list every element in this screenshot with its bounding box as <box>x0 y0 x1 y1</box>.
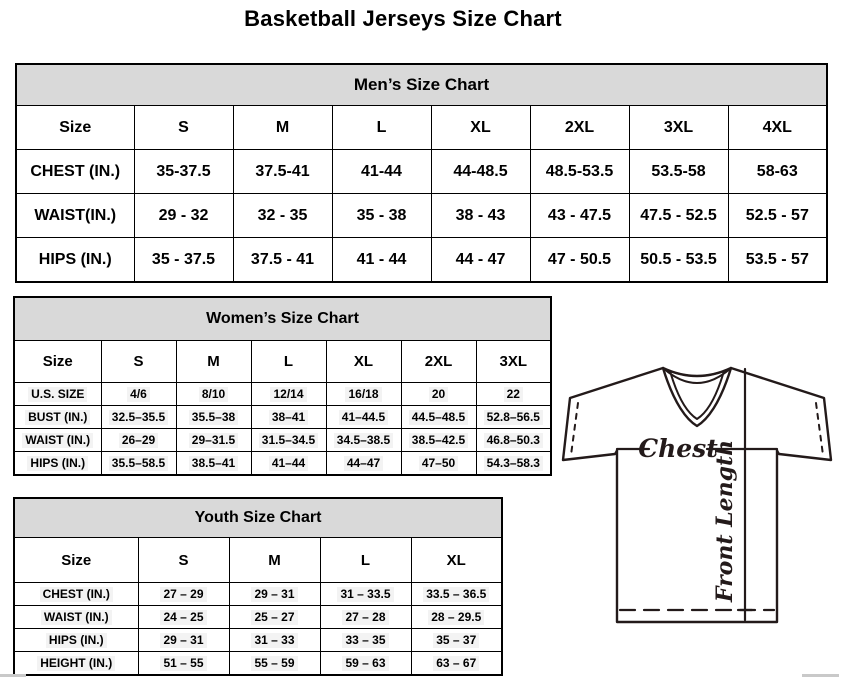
cell <box>251 406 326 429</box>
cell: 41-44 <box>332 150 431 194</box>
cell <box>401 383 476 406</box>
youth-size-header-row <box>14 538 502 583</box>
cell-text: 54.3–58.3 <box>484 456 543 471</box>
cell-text: 20 <box>429 387 448 402</box>
jersey-measurement-diagram <box>556 358 843 658</box>
youth-size-label: Size <box>14 538 138 583</box>
cell: 47.5 - 52.5 <box>629 194 728 238</box>
cell-text: 35 – 37 <box>433 633 479 648</box>
cell <box>251 383 326 406</box>
cell: 43 - 47.5 <box>530 194 629 238</box>
cell: 37.5 - 41 <box>233 238 332 283</box>
cell-text: 28 – 29.5 <box>428 610 484 625</box>
row-label: WAIST(IN.) <box>16 194 134 238</box>
row-label-text: WAIST (IN.) <box>41 610 112 625</box>
cell-text: 55 – 59 <box>251 656 297 671</box>
womens-hips-row <box>14 452 551 476</box>
womens-size-label: Size <box>14 341 101 383</box>
womens-col-l: L <box>251 341 326 383</box>
cell-text: 52.8–56.5 <box>484 410 543 425</box>
cell-text: 63 – 67 <box>433 656 479 671</box>
cell-text: 31.5–34.5 <box>259 433 318 448</box>
cell: 50.5 - 53.5 <box>629 238 728 283</box>
row-label <box>14 429 101 452</box>
cell-text: 31 – 33.5 <box>337 587 393 602</box>
front-length-label: Front Length <box>712 439 738 603</box>
cell <box>326 452 401 476</box>
cell <box>401 429 476 452</box>
cell-text: 22 <box>504 387 523 402</box>
womens-col-m: M <box>176 341 251 383</box>
cell <box>138 652 229 676</box>
mens-size-table <box>15 63 828 283</box>
womens-col-xl: XL <box>326 341 401 383</box>
youth-table-header-band <box>14 498 502 538</box>
womens-col-2xl: 2XL <box>401 341 476 383</box>
row-label <box>14 452 101 476</box>
cell-text: 16/18 <box>345 387 381 402</box>
row-label-text: U.S. SIZE <box>28 387 87 402</box>
mens-col-3xl: 3XL <box>629 106 728 150</box>
cell <box>138 606 229 629</box>
cell <box>138 629 229 652</box>
cell: 32 - 35 <box>233 194 332 238</box>
row-label <box>14 606 138 629</box>
mens-size-header-row <box>16 106 827 150</box>
cell: 38 - 43 <box>431 194 530 238</box>
cell <box>411 652 502 676</box>
mens-hips-row <box>16 238 827 283</box>
cell-text: 41–44.5 <box>339 410 388 425</box>
cell-text: 46.8–50.3 <box>484 433 543 448</box>
cell <box>320 629 411 652</box>
cell-text: 27 – 29 <box>160 587 206 602</box>
mens-waist-row <box>16 194 827 238</box>
cell-text: 4/6 <box>127 387 150 402</box>
womens-size-header-row <box>14 341 551 383</box>
cell: 35 - 38 <box>332 194 431 238</box>
cell <box>229 583 320 606</box>
row-label <box>14 583 138 606</box>
row-label <box>14 383 101 406</box>
mens-col-2xl: 2XL <box>530 106 629 150</box>
page-title: Basketball Jerseys Size Chart <box>244 6 562 31</box>
cell-text: 32.5–35.5 <box>109 410 168 425</box>
cell <box>411 629 502 652</box>
youth-table-title: Youth Size Chart <box>14 498 502 538</box>
row-label-text: HIPS (IN.) <box>46 633 107 648</box>
cell <box>411 583 502 606</box>
cell <box>320 583 411 606</box>
womens-size-table <box>13 296 552 476</box>
cell <box>411 606 502 629</box>
cell: 47 - 50.5 <box>530 238 629 283</box>
cell: 41 - 44 <box>332 238 431 283</box>
cell <box>476 429 551 452</box>
cell <box>101 452 176 476</box>
scrollbar-fragment-right[interactable] <box>802 674 839 677</box>
cell <box>326 429 401 452</box>
womens-ussize-row <box>14 383 551 406</box>
row-label-text: WAIST (IN.) <box>22 433 93 448</box>
womens-table-title: Women’s Size Chart <box>14 297 551 341</box>
womens-waist-row <box>14 429 551 452</box>
cell-text: 26–29 <box>119 433 158 448</box>
cell <box>251 452 326 476</box>
chest-label: Chest <box>638 434 718 463</box>
cell-text: 44–47 <box>344 456 383 471</box>
cell <box>401 406 476 429</box>
cell-text: 12/14 <box>270 387 306 402</box>
cell <box>176 429 251 452</box>
cell-text: 31 – 33 <box>251 633 297 648</box>
cell: 53.5-58 <box>629 150 728 194</box>
row-label-text: HIPS (IN.) <box>27 456 88 471</box>
cell <box>476 452 551 476</box>
cell: 37.5-41 <box>233 150 332 194</box>
cell-text: 25 – 27 <box>251 610 297 625</box>
cell <box>251 429 326 452</box>
row-label: HIPS (IN.) <box>16 238 134 283</box>
row-label <box>14 629 138 652</box>
cell <box>476 406 551 429</box>
cell-text: 8/10 <box>199 387 228 402</box>
mens-col-s: S <box>134 106 233 150</box>
youth-size-table <box>13 497 503 676</box>
cell <box>320 652 411 676</box>
cell: 29 - 32 <box>134 194 233 238</box>
cell-text: 44.5–48.5 <box>409 410 468 425</box>
cell: 58-63 <box>728 150 827 194</box>
cell <box>101 383 176 406</box>
mens-table-title: Men’s Size Chart <box>16 64 827 106</box>
youth-col-l: L <box>320 538 411 583</box>
cell-text: 38.5–42.5 <box>409 433 468 448</box>
youth-hips-row <box>14 629 502 652</box>
cell <box>229 652 320 676</box>
cell-text: 47–50 <box>419 456 458 471</box>
youth-col-xl: XL <box>411 538 502 583</box>
cell-text: 38–41 <box>269 410 308 425</box>
mens-col-xl: XL <box>431 106 530 150</box>
cell <box>326 406 401 429</box>
row-label-text: BUST (IN.) <box>25 410 90 425</box>
cell: 48.5-53.5 <box>530 150 629 194</box>
cell <box>401 452 476 476</box>
cell-text: 34.5–38.5 <box>334 433 393 448</box>
youth-col-s: S <box>138 538 229 583</box>
mens-size-label: Size <box>16 106 134 150</box>
mens-table-header-band <box>16 64 827 106</box>
mens-chest-row <box>16 150 827 194</box>
cell-text: 33 – 35 <box>342 633 388 648</box>
cell: 44 - 47 <box>431 238 530 283</box>
womens-bust-row <box>14 406 551 429</box>
cell <box>176 383 251 406</box>
cell <box>229 629 320 652</box>
scrollbar-fragment-left[interactable] <box>0 674 26 677</box>
jersey-outline <box>563 368 831 622</box>
youth-height-row <box>14 652 502 676</box>
cell <box>138 583 229 606</box>
womens-col-s: S <box>101 341 176 383</box>
cell: 53.5 - 57 <box>728 238 827 283</box>
cell-text: 35.5–58.5 <box>109 456 168 471</box>
cell-text: 41–44 <box>269 456 308 471</box>
cell <box>176 406 251 429</box>
cell <box>326 383 401 406</box>
cell-text: 29–31.5 <box>189 433 238 448</box>
cell: 35 - 37.5 <box>134 238 233 283</box>
cell-text: 59 – 63 <box>342 656 388 671</box>
cell: 52.5 - 57 <box>728 194 827 238</box>
cell-text: 29 – 31 <box>251 587 297 602</box>
cell <box>101 406 176 429</box>
cell <box>176 452 251 476</box>
cell <box>476 383 551 406</box>
cell: 44-48.5 <box>431 150 530 194</box>
cell: 35-37.5 <box>134 150 233 194</box>
cell-text: 51 – 55 <box>160 656 206 671</box>
cell-text: 35.5–38 <box>189 410 238 425</box>
row-label <box>14 652 138 676</box>
womens-table-header-band <box>14 297 551 341</box>
cell <box>101 429 176 452</box>
cell-text: 33.5 – 36.5 <box>423 587 489 602</box>
cell-text: 29 – 31 <box>160 633 206 648</box>
row-label-text: HEIGHT (IN.) <box>37 656 115 671</box>
cell <box>229 606 320 629</box>
cell-text: 24 – 25 <box>160 610 206 625</box>
cell-text: 38.5–41 <box>189 456 238 471</box>
row-label-text: CHEST (IN.) <box>40 587 113 602</box>
cell <box>320 606 411 629</box>
row-label <box>14 406 101 429</box>
youth-chest-row <box>14 583 502 606</box>
cell-text: 27 – 28 <box>342 610 388 625</box>
womens-col-3xl: 3XL <box>476 341 551 383</box>
mens-col-l: L <box>332 106 431 150</box>
mens-col-m: M <box>233 106 332 150</box>
youth-col-m: M <box>229 538 320 583</box>
row-label: CHEST (IN.) <box>16 150 134 194</box>
youth-waist-row <box>14 606 502 629</box>
mens-col-4xl: 4XL <box>728 106 827 150</box>
